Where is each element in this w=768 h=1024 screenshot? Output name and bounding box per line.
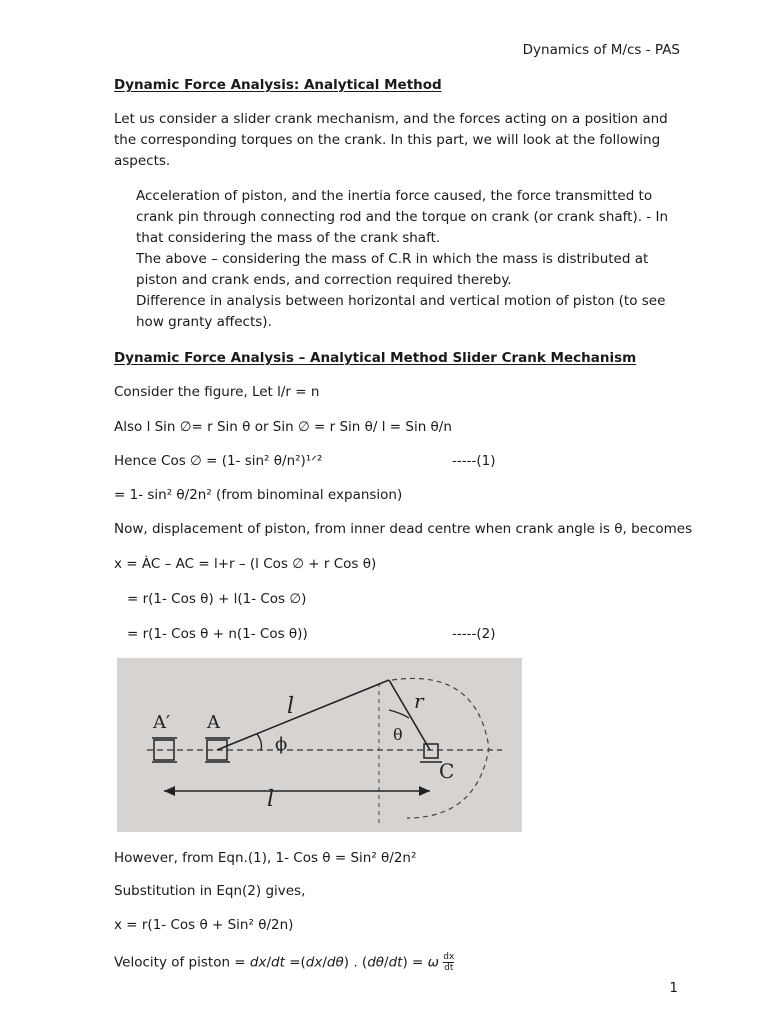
- label-l-bottom: l: [267, 787, 275, 812]
- aspect-item-3: Difference in analysis between horizontal and vertical motion of piston (to see how granty affects).: [136, 293, 666, 330]
- equation-number-2: -----(2): [452, 626, 496, 642]
- equation-line-4: = 1- sin² θ/2n² (from binominal expansion): [114, 487, 403, 503]
- section-heading-analytical-method: Dynamic Force Analysis: Analytical Method: [114, 77, 442, 93]
- equation-line-1: Consider the figure, Let l/r = n: [114, 384, 320, 400]
- page-number: 1: [669, 980, 678, 996]
- label-l-top: l: [287, 694, 295, 719]
- intro-paragraph: Let us consider a slider crank mechanism, and the forces acting on a position and the corresponding torques on the crank. In this part, we will look at the following aspects.: [114, 111, 668, 169]
- frac-num-dx-2: dx: [305, 954, 323, 971]
- equation-line-7: = r(1- Cos θ) + l(1- Cos ∅): [127, 591, 307, 607]
- label-theta: θ: [393, 725, 403, 744]
- equation-line-10: Substitution in Eqn(2) gives,: [114, 883, 306, 899]
- label-phi: ϕ: [275, 734, 288, 755]
- frac-num-dtheta: dθ: [367, 954, 385, 971]
- dx-dt-fraction: $\frac{dx}{dt}$: [443, 952, 455, 973]
- label-r: r: [414, 689, 424, 713]
- frac-den-dtheta: dθ: [326, 954, 344, 971]
- omega-symbol: ω: [427, 954, 439, 971]
- equation-line-2: Also l Sin ∅= r Sin θ or Sin ∅ = r Sin θ/ l = Sin θ/n: [114, 419, 452, 435]
- frac-den-dt-2: dt: [388, 954, 403, 971]
- label-a-prime: A′: [153, 712, 171, 733]
- aspect-item-1: Acceleration of piston, and the inertia force caused, the force transmitted to crank pin through connecting rod and the torque on crank (or crank shaft). - In that considering the mass of the crank shaft.: [136, 188, 669, 246]
- frac-num-dx: dx: [249, 954, 267, 971]
- equation-line-11: x = r(1- Cos θ + Sin² θ/2n): [114, 917, 294, 933]
- section-heading-slider-crank: Dynamic Force Analysis – Analytical Method Slider Crank Mechanism: [114, 350, 637, 366]
- equation-line-6: x = ÀC – AC = l+r – (l Cos ∅ + r Cos θ): [114, 556, 377, 572]
- slider-crank-sketch: [117, 658, 522, 832]
- frac-den-dt: dt: [271, 954, 285, 971]
- equation-number-1: -----(1): [452, 453, 496, 469]
- equation-line-5: Now, displacement of piston, from inner dead centre when crank angle is θ, becomes: [114, 521, 693, 537]
- aspect-item-2: The above – considering the mass of C.R in which the mass is distributed at piston and crank ends, and correction required thereby.: [136, 251, 649, 288]
- label-a: A: [207, 712, 220, 733]
- velocity-prefix: Velocity of piston =: [114, 954, 250, 971]
- velocity-equation: Velocity of piston = dx/dt =(dx/dθ) . (dθ/dt) = ω $\frac{dx}{dt}$: [114, 952, 455, 973]
- slider-crank-figure: [117, 658, 522, 832]
- running-header: Dynamics of M/cs - PAS: [522, 42, 680, 58]
- equation-line-3: Hence Cos ∅ = (1- sin² θ/n²)¹ᐟ²: [114, 453, 323, 469]
- label-c: C: [439, 759, 455, 783]
- equation-line-8: = r(1- Cos θ + n(1- Cos θ)): [127, 626, 308, 642]
- equation-line-9: However, from Eqn.(1), 1- Cos θ = Sin² θ/2n²: [114, 850, 417, 866]
